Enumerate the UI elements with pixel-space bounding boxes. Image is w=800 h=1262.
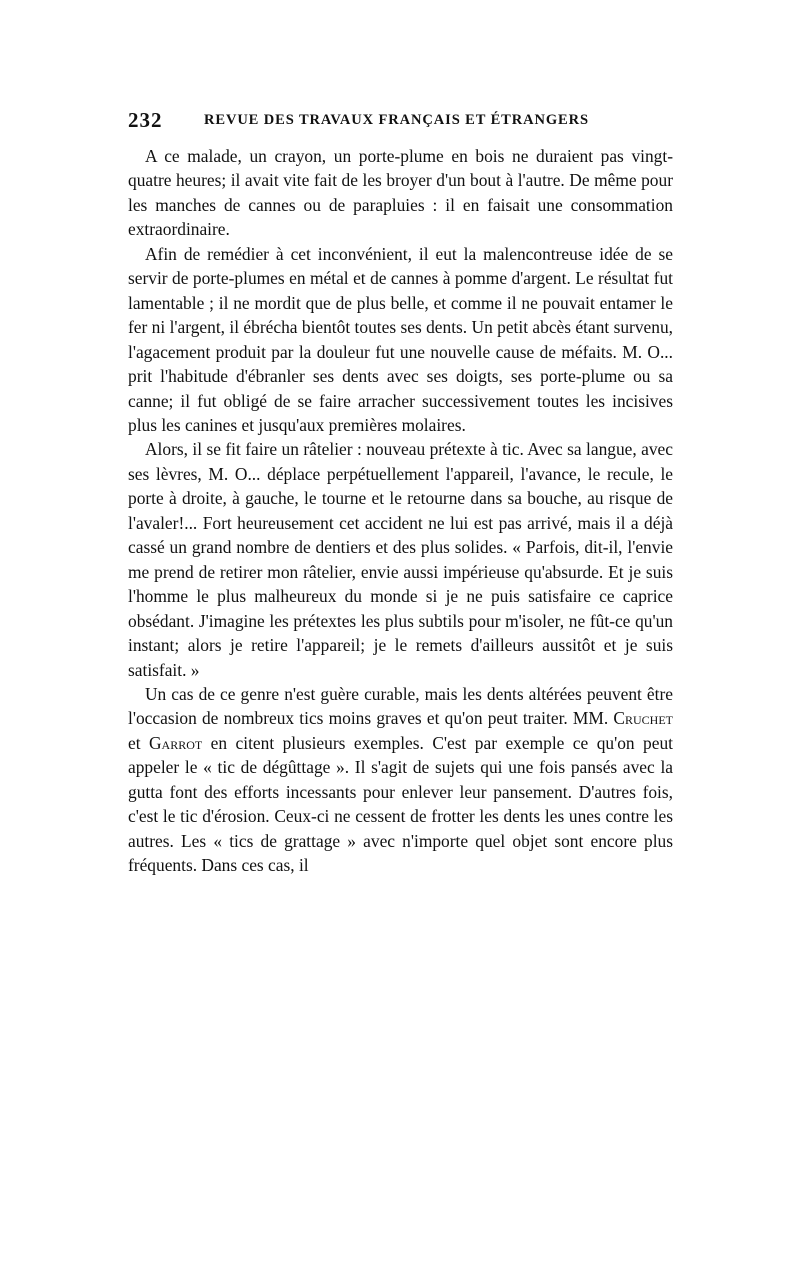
running-head [128,108,673,138]
body-text [128,144,673,878]
paragraph-4-text-before: Un cas de ce genre n'est guère curable, mais les dents altérées peuvent être l'occasion de nombreux tics moins graves et qu'on peut traiter. MM. [128,683,673,729]
paragraph-4-text-after: en citent plusieurs exemples. C'est par exemple ce qu'on peut appeler le « tic de dégûttage ». Il s'agit de sujets qui une fois pansés avec la gutta font des efforts incessants pour enlever leur pansement. D'autres fois, c'est le tic d'érosion. Ceux-ci ne cessent de frotter les dents les unes contre les autres. Les « tics de grattage » avec n'importe quel objet sont encore plus fréquents. Dans ces cas, il [128,732,673,876]
paragraph-2: Afin de remédier à cet inconvénient, il eut la malencontreuse idée de se servir de porte-plumes en métal et de cannes à pomme d'argent. Le résultat fut lamentable ; il ne mordit que de plus belle, et comme il ne pouvait entamer le fer ni l'argent, il ébrécha bientôt toutes ses dents. Un petit abcès étant survenu, l'agacement produit par la douleur fut une nouvelle cause de méfaits. M. O... prit l'habitude d'ébranler ses dents avec ses doigts, ses porte-plume ou sa canne; il fut obligé de se faire arracher successivement toutes les incisives plus les canines et jusqu'aux premières molaires. [128,243,673,435]
paragraph-4 [128,682,673,878]
paragraph-1: A ce malade, un crayon, un porte-plume en bois ne duraient pas vingt-quatre heures; il avait vite fait de les broyer d'un bout à l'autre. De même pour les manches de cannes ou de parapluies : il en faisait une consommation extraordinaire. [128,146,673,240]
page-number: 232 [128,108,163,132]
author-name-garrot: Garrot [149,732,203,753]
paragraph-3: Alors, il se fit faire un râtelier : nouveau prétexte à tic. Avec sa langue, avec ses lèvres, M. O... déplace perpétuellement l'appareil, l'avance, le recule, le porte à droite, à gauche, le tourne et le retourne dans sa bouche, au risque de l'avaler!... Fort heureusement cet accident ne lui est pas arrivé, mais il a déjà cassé un grand nombre de dentiers et des plus solides. « Parfois, dit-il, l'envie me prend de retirer mon râtelier, envie aussi impérieuse qu'absurde. Et je suis l'homme le plus malheureux du monde si je ne puis satisfaire ce caprice obsédant. J'imagine les prétextes les plus subtils pour m'isoler, ne fût-ce qu'un instant; alors je retire l'appareil; je le remets d'ailleurs aussitôt et je suis satisfait. » [128,439,673,680]
running-title: REVUE DES TRAVAUX FRANÇAIS ET ÉTRANGERS [204,112,589,128]
paragraph-4-text-mid: et [128,732,149,753]
author-name-cruchet: Cruchet [613,708,673,729]
book-page [128,108,673,878]
